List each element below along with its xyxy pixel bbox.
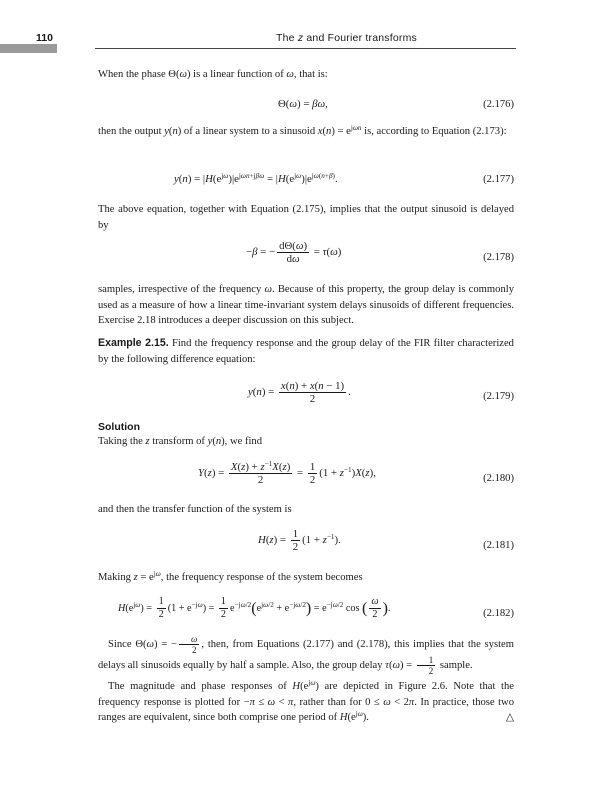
paragraph-delayed: The above equation, together with Equation (2.175), implies that the output sinusoid is delayed by xyxy=(98,204,514,231)
end-of-example-mark: △ xyxy=(505,712,514,723)
equation-2-177: $y(n) = |H(e^{j\omega})|e^{j\omega n+j\beta\omega} = |H(e^{j\omega})|e^{j\omega(n+\beta)}$. (2.177) xyxy=(98,172,514,206)
page-header xyxy=(36,32,516,48)
paragraph-group-delay: samples, irrespective of the frequency ω. Because of this property, the group delay is commonly used as a measure of how a linear time-invariant system delays sinusoids of different frequencies. Exercise 2.18 introduces a deeper discussion on this subject. xyxy=(98,284,514,326)
equation-number: (2.178) xyxy=(483,252,514,263)
solution-text: Taking the z transform of y(n), we find xyxy=(98,436,263,447)
equation-number: (2.177) xyxy=(483,174,514,185)
example-paragraph xyxy=(98,336,514,367)
equation-2-180: Y(z) = $\frac{X(z) + z^{-1}X(z)}{2}$ = $\frac{1}{2}$ $(1 + z^{-1})X(z)$, (2.180) xyxy=(198,460,514,486)
solution-heading: Solution xyxy=(98,421,140,433)
final-paragraph-2: The magnitude and phase responses of $H(e^{j\omega})$ are depicted in Figure 2.6. Note that the frequency response is plotted for −π ≤ ω < π, rather than for 0 ≤ ω < 2π. In practice, those two ranges are equivalent, since both comprise one period of $H(e^{j\omega})$. △ xyxy=(98,679,514,726)
final-paragraph-1: Since Θ(ω) = − $\frac{\omega}{2}$ , then, from Equations (2.177) and (2.178), this implies that the system delays all sinusoids equally by half a sample. Also, the group delay τ(ω) = $\frac{1}{2}$ sample. xyxy=(98,634,514,676)
intro-paragraph: When the phase Θ(ω) is a linear function of ω, that is: xyxy=(98,69,328,80)
example-label: Example 2.15. xyxy=(98,337,169,349)
running-head: The z and Fourier transforms xyxy=(276,32,417,44)
making-text: Making $z = e^{j\omega}$, the frequency response of the system becomes xyxy=(98,570,363,583)
example-text: Find the frequency response and the group delay of the FIR filter characterized by the following difference equation: xyxy=(98,338,514,365)
paragraph-output-sinusoid: then the output y(n) of a linear system to a sinusoid $x(n) = e^{j\omega n}$ is, according to Equation (2.173): xyxy=(98,124,507,137)
header-accent-bar xyxy=(0,44,57,53)
transfer-text: and then the transfer function of the system is xyxy=(98,504,292,515)
page-number: 110 xyxy=(36,32,53,44)
equation-number: (2.182) xyxy=(483,608,514,619)
equation-2-176: Θ(ω) = βω, (2.176) xyxy=(98,97,514,131)
equation-2-178: −β = − $\frac{d\Theta(\omega)}{d\omega}$ = τ(ω) (2.178) xyxy=(246,240,514,265)
header-rule xyxy=(95,48,516,49)
equation-2-182: $H(e^{j\omega})$ = $\frac{1}{2}$ $(1 + e^{-j\omega})$ = $\frac{1}{2}$ $e^{-j\omega/2}(e^{j\omega/2} + e^{-j\omega/2}) = e^{-j\omega/2}$ cos ( $\frac{\omega}{2}$ ). (2.182) xyxy=(118,596,514,620)
equation-number: (2.176) xyxy=(483,99,514,110)
equation-number: (2.181) xyxy=(483,540,514,551)
equation-number: (2.179) xyxy=(483,391,514,402)
equation-2-181: H(z) = $\frac{1}{2}$ $(1 + z^{-1})$. (2.181) xyxy=(258,528,514,553)
equation-number: (2.180) xyxy=(483,473,514,484)
equation-2-179: y(n) = $\frac{x(n) + x(n - 1)}{2}$ . (2.179) xyxy=(248,380,514,405)
